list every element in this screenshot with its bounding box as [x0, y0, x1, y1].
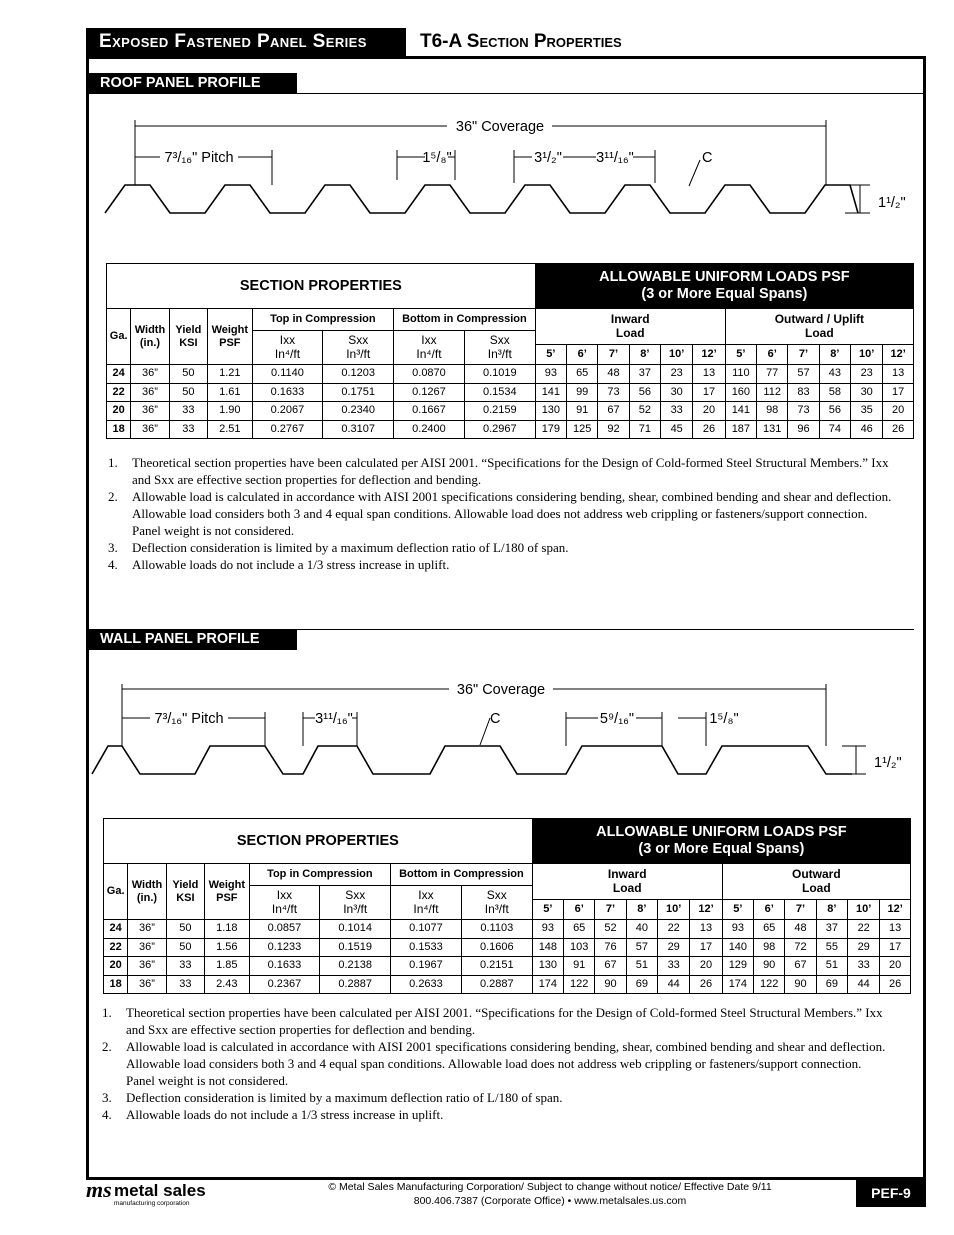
wall-coverage-label: 36" Coverage — [456, 682, 546, 698]
table-cell: 0.1014 — [320, 920, 391, 939]
wall-section-table — [103, 818, 911, 994]
table-cell: 36” — [128, 938, 166, 957]
table-cell: 26 — [883, 420, 914, 439]
table-cell: 0.0857 — [249, 920, 320, 939]
table-cell: 0.2367 — [249, 975, 320, 994]
note-item — [102, 1004, 892, 1038]
table-cell: 33 — [658, 957, 690, 976]
table-cell: 187 — [725, 420, 756, 439]
table-cell: 0.0870 — [394, 365, 465, 384]
table-cell: 30 — [661, 383, 693, 402]
table-cell: 0.1606 — [461, 938, 532, 957]
table-cell: 1.56 — [205, 938, 249, 957]
sxx-unit: In³/ft — [487, 346, 512, 361]
outward-line2: Load — [805, 325, 834, 340]
span-header: 12’ — [880, 900, 911, 920]
table-cell: 69 — [816, 975, 847, 994]
span-header: 5’ — [725, 345, 756, 365]
table-cell: 18 — [107, 420, 131, 439]
sxx-header — [320, 886, 391, 920]
table-cell: 33 — [166, 957, 204, 976]
sxx-unit: In³/ft — [484, 901, 509, 916]
table-cell: 125 — [567, 420, 598, 439]
table-cell: 57 — [626, 938, 657, 957]
table-cell: 0.1534 — [464, 383, 535, 402]
table-cell: 18 — [104, 975, 128, 994]
table-cell: 0.2967 — [464, 420, 535, 439]
table-cell: 0.1667 — [394, 402, 465, 421]
section-properties-heading: SECTION PROPERTIES — [104, 819, 533, 864]
table-cell: 36” — [128, 975, 166, 994]
wall-section-label: WALL PANEL PROFILE — [86, 629, 297, 650]
logo-sub: manufacturing corporation — [114, 1200, 190, 1207]
page-title: T6-A Section Properties — [420, 31, 622, 52]
table-cell: 141 — [725, 402, 756, 421]
sxx-unit: In³/ft — [343, 901, 368, 916]
table-cell: 23 — [661, 365, 693, 384]
table-cell: 0.2887 — [320, 975, 391, 994]
table-cell: 0.1519 — [320, 938, 391, 957]
sxx-unit: In³/ft — [346, 346, 371, 361]
ixx-unit: In⁴/ft — [271, 901, 298, 916]
span-header: 10’ — [848, 900, 880, 920]
table-cell: 71 — [629, 420, 660, 439]
table-cell: 90 — [595, 975, 626, 994]
note-text: Theoretical section properties have been calculated per AISI 2001. “Specifications for the Design of Cold-formed Steel Structural Members.” Ixx and Sxx are effective section properties for deflection and bending. — [132, 455, 889, 487]
table-cell: 98 — [754, 938, 785, 957]
wall-dim-a: 3¹¹/₁₆" — [315, 711, 353, 727]
table-cell: 20 — [693, 402, 725, 421]
note-text: Allowable loads do not include a 1/3 stress increase in uplift. — [126, 1107, 444, 1122]
table-cell: 43 — [819, 365, 850, 384]
table-cell: 0.2887 — [461, 975, 532, 994]
inward-load-header — [532, 864, 722, 900]
table-cell: 17 — [693, 383, 725, 402]
table-cell: 141 — [535, 383, 566, 402]
table-cell: 36” — [128, 920, 166, 939]
span-header: 5’ — [535, 345, 566, 365]
table-cell: 22 — [107, 383, 131, 402]
table-cell: 24 — [104, 920, 128, 939]
table-cell: 26 — [880, 975, 911, 994]
table-cell: 26 — [690, 975, 722, 994]
ixx-label: Ixx — [279, 332, 296, 347]
footer-line1: © Metal Sales Manufacturing Corporation/ Subject to change without notice/ Effective Date 9/11 — [328, 1181, 772, 1193]
table-cell: 140 — [722, 938, 753, 957]
footer-copyright — [300, 1180, 800, 1208]
table-cell: 129 — [722, 957, 753, 976]
loads-title-line1: ALLOWABLE UNIFORM LOADS PSF — [599, 269, 850, 286]
table-cell: 50 — [169, 365, 207, 384]
sxx-label: Sxx — [486, 887, 507, 902]
wall-pitch-label: 7³/₁₆" Pitch — [154, 711, 224, 727]
table-cell: 2.51 — [208, 420, 252, 439]
table-cell: 130 — [535, 402, 566, 421]
wall-height-label: 1¹/₂" — [874, 755, 902, 771]
table-row — [104, 938, 911, 957]
table-row — [104, 957, 911, 976]
table-cell: 160 — [725, 383, 756, 402]
table-cell: 0.1103 — [461, 920, 532, 939]
table-cell: 48 — [598, 365, 629, 384]
table-cell: 174 — [532, 975, 563, 994]
weight-header — [205, 864, 249, 920]
table-cell: 92 — [598, 420, 629, 439]
note-text: Allowable load is calculated in accordance with AISI 2001 specifications considering bending, shear, combined bending and shear and deflection. Allowable load considers both 3 and 4 equal span conditions. Allowable load does not address web crippling or fasteners/support connection. Panel weight is not considered. — [132, 489, 892, 538]
table-cell: 0.1967 — [391, 957, 462, 976]
table-cell: 35 — [851, 402, 883, 421]
note-text: Deflection consideration is limited by a maximum deflection ratio of L/180 of span. — [126, 1090, 563, 1105]
table-cell: 57 — [788, 365, 819, 384]
table-cell: 17 — [883, 383, 914, 402]
note-number: 4. — [108, 557, 118, 572]
table-cell: 36” — [128, 957, 166, 976]
table-cell: 20 — [883, 402, 914, 421]
table-cell: 13 — [883, 365, 914, 384]
table-cell: 0.1633 — [252, 383, 323, 402]
yield-header-line2: KSI — [179, 336, 198, 349]
width-header-line2: (in.) — [136, 891, 158, 904]
table-cell: 24 — [107, 365, 131, 384]
note-number: 1. — [108, 455, 118, 470]
roof-pitch-label: 7³/₁₆" Pitch — [164, 150, 234, 166]
table-cell: 0.1233 — [249, 938, 320, 957]
ixx-unit: In⁴/ft — [274, 346, 301, 361]
table-cell: 33 — [661, 402, 693, 421]
table-cell: 37 — [816, 920, 847, 939]
sxx-label: Sxx — [348, 332, 369, 347]
span-header: 12’ — [693, 345, 725, 365]
table-cell: 55 — [816, 938, 847, 957]
roof-dim-a: 1⁵/₈" — [422, 150, 452, 166]
series-title: Exposed Fastened Panel Series — [99, 31, 367, 52]
table-cell: 1.90 — [208, 402, 252, 421]
table-cell: 96 — [788, 420, 819, 439]
table-cell: 36” — [131, 383, 169, 402]
table-cell: 0.1533 — [391, 938, 462, 957]
table-cell: 0.1267 — [394, 383, 465, 402]
table-cell: 83 — [788, 383, 819, 402]
yield-header-line1: Yield — [172, 878, 199, 891]
inward-line1: Inward — [607, 866, 647, 881]
table-cell: 0.2151 — [461, 957, 532, 976]
table-cell: 36” — [131, 365, 169, 384]
note-number: 3. — [102, 1090, 112, 1105]
company-logo — [86, 1180, 246, 1215]
weight-header-line2: PSF — [216, 891, 238, 904]
table-cell: 0.1019 — [464, 365, 535, 384]
table-cell: 56 — [819, 402, 850, 421]
note-item — [102, 1089, 892, 1106]
table-cell: 93 — [532, 920, 563, 939]
table-cell: 20 — [107, 402, 131, 421]
metal-sales-logo — [86, 1180, 246, 1210]
table-cell: 20 — [880, 957, 911, 976]
footer-line2: 800.406.7387 (Corporate Office) • www.metalsales.us.com — [413, 1195, 687, 1207]
ixx-header — [391, 886, 462, 920]
note-item — [102, 1038, 892, 1089]
ixx-label: Ixx — [276, 887, 293, 902]
top-compression-header: Top in Compression — [252, 309, 394, 331]
table-cell: 52 — [629, 402, 660, 421]
note-text: Allowable load is calculated in accordance with AISI 2001 specifications considering bending, shear, combined bending and shear and deflection. Allowable load considers both 3 and 4 equal span conditions. Allowable load does not address web crippling or fasteners/support connection. Panel weight is not considered. — [126, 1039, 886, 1088]
table-cell: 52 — [595, 920, 626, 939]
table-cell: 0.2138 — [320, 957, 391, 976]
span-header: 12’ — [690, 900, 722, 920]
table-cell: 99 — [567, 383, 598, 402]
table-cell: 40 — [626, 920, 657, 939]
table-cell: 33 — [848, 957, 880, 976]
table-cell: 0.2633 — [391, 975, 462, 994]
roof-coverage-label: 36" Coverage — [455, 119, 545, 135]
table-row — [104, 975, 911, 994]
span-header: 10’ — [851, 345, 883, 365]
ixx-unit: In⁴/ft — [413, 901, 439, 916]
table-cell: 2.43 — [205, 975, 249, 994]
table-cell: 67 — [595, 957, 626, 976]
span-header: 6’ — [567, 345, 598, 365]
table-cell: 0.3107 — [323, 420, 394, 439]
loads-title-line2: (3 or More Equal Spans) — [638, 841, 805, 857]
outward-line1: Outward / Uplift — [774, 311, 865, 326]
table-cell: 44 — [658, 975, 690, 994]
sxx-label: Sxx — [489, 332, 510, 347]
table-cell: 50 — [166, 938, 204, 957]
table-cell: 0.1140 — [252, 365, 323, 384]
span-header: 5’ — [532, 900, 563, 920]
note-item — [102, 1106, 892, 1123]
span-header: 8’ — [816, 900, 847, 920]
top-compression-header: Top in Compression — [249, 864, 391, 886]
table-cell: 56 — [629, 383, 660, 402]
width-header-line1: Width — [131, 878, 163, 891]
table-cell: 20 — [690, 957, 722, 976]
roof-dim-letter: C — [702, 150, 713, 166]
table-cell: 50 — [166, 920, 204, 939]
table-cell: 37 — [629, 365, 660, 384]
table-cell: 33 — [166, 975, 204, 994]
weight-header-line1: Weight — [211, 323, 249, 336]
table-cell: 65 — [564, 920, 595, 939]
outward-line2: Load — [802, 880, 831, 895]
span-header: 7’ — [595, 900, 626, 920]
table-cell: 179 — [535, 420, 566, 439]
section-properties-heading: SECTION PROPERTIES — [107, 264, 536, 309]
table-cell: 112 — [757, 383, 788, 402]
table-cell: 130 — [532, 957, 563, 976]
span-header: 12’ — [883, 345, 914, 365]
table-cell: 77 — [757, 365, 788, 384]
weight-header-line2: PSF — [219, 336, 241, 349]
table-cell: 0.1633 — [249, 957, 320, 976]
table-cell: 58 — [819, 383, 850, 402]
table-cell: 93 — [535, 365, 566, 384]
table-cell: 103 — [564, 938, 595, 957]
span-header: 6’ — [754, 900, 785, 920]
table-cell: 0.2067 — [252, 402, 323, 421]
table-cell: 1.21 — [208, 365, 252, 384]
table-cell: 1.85 — [205, 957, 249, 976]
table-cell: 44 — [848, 975, 880, 994]
table-cell: 122 — [564, 975, 595, 994]
outward-line1: Outward — [792, 866, 841, 881]
inward-line2: Load — [615, 325, 645, 340]
table-cell: 73 — [598, 383, 629, 402]
table-cell: 73 — [788, 402, 819, 421]
bottom-compression-header: Bottom in Compression — [394, 309, 536, 331]
span-header: 10’ — [661, 345, 693, 365]
table-cell: 29 — [848, 938, 880, 957]
table-cell: 17 — [880, 938, 911, 957]
wall-dim-letter: C — [490, 711, 501, 727]
table-cell: 122 — [754, 975, 785, 994]
table-cell: 131 — [757, 420, 788, 439]
table-cell: 51 — [816, 957, 847, 976]
table-cell: 20 — [104, 957, 128, 976]
bottom-compression-header: Bottom in Compression — [391, 864, 533, 886]
table-cell: 148 — [532, 938, 563, 957]
table-cell: 0.2400 — [394, 420, 465, 439]
table-cell: 29 — [658, 938, 690, 957]
table-cell: 76 — [595, 938, 626, 957]
table-cell: 13 — [690, 920, 722, 939]
table-cell: 174 — [722, 975, 753, 994]
table-cell: 65 — [567, 365, 598, 384]
width-header — [128, 864, 166, 920]
page-number: PEF-9 — [856, 1180, 926, 1207]
table-cell: 90 — [754, 957, 785, 976]
logo-mark: ms — [86, 1180, 112, 1202]
table-cell: 13 — [880, 920, 911, 939]
inward-line1: Inward — [610, 311, 650, 326]
table-cell: 0.2159 — [464, 402, 535, 421]
span-header: 6’ — [757, 345, 788, 365]
weight-header-line1: Weight — [208, 878, 246, 891]
note-text: Theoretical section properties have been calculated per AISI 2001. “Specifications for the Design of Cold-formed Steel Structural Members.” Ixx and Sxx are effective section properties for deflection and bending. — [126, 1005, 883, 1037]
loads-title-line2: (3 or More Equal Spans) — [641, 286, 808, 302]
table-cell: 69 — [626, 975, 657, 994]
table-cell: 22 — [658, 920, 690, 939]
table-cell: 98 — [757, 402, 788, 421]
table-cell: 0.1751 — [323, 383, 394, 402]
note-number: 2. — [108, 489, 118, 504]
table-cell: 93 — [722, 920, 753, 939]
table-cell: 36” — [131, 420, 169, 439]
width-header-line2: (in.) — [139, 336, 161, 349]
width-header-line1: Width — [134, 323, 166, 336]
span-header: 7’ — [598, 345, 629, 365]
wall-notes — [102, 1004, 892, 1123]
yield-header-line2: KSI — [176, 891, 195, 904]
note-number: 2. — [102, 1039, 112, 1054]
ixx-unit: In⁴/ft — [416, 346, 442, 361]
table-cell: 22 — [848, 920, 880, 939]
logo-name: metal sales — [114, 1181, 206, 1200]
table-cell: 72 — [785, 938, 816, 957]
yield-header-line1: Yield — [175, 323, 202, 336]
ixx-label: Ixx — [418, 887, 434, 902]
roof-height-label: 1¹/₂" — [878, 195, 906, 211]
table-cell: 67 — [598, 402, 629, 421]
table-cell: 30 — [851, 383, 883, 402]
table-cell: 26 — [693, 420, 725, 439]
table-row — [104, 920, 911, 939]
table-cell: 67 — [785, 957, 816, 976]
table-cell: 0.2767 — [252, 420, 323, 439]
table-cell: 51 — [626, 957, 657, 976]
table-cell: 22 — [104, 938, 128, 957]
inward-line2: Load — [612, 880, 642, 895]
span-header: 5’ — [722, 900, 753, 920]
table-cell: 36” — [131, 402, 169, 421]
table-cell: 91 — [567, 402, 598, 421]
sxx-header — [461, 886, 532, 920]
table-cell: 50 — [169, 383, 207, 402]
note-number: 3. — [108, 540, 118, 555]
table-cell: 48 — [785, 920, 816, 939]
span-header: 10’ — [658, 900, 690, 920]
table-cell: 46 — [851, 420, 883, 439]
ixx-label: Ixx — [421, 332, 437, 347]
yield-header — [166, 864, 204, 920]
table-cell: 33 — [169, 420, 207, 439]
span-header: 7’ — [788, 345, 819, 365]
span-header: 8’ — [626, 900, 657, 920]
roof-dim-b: 3¹/₂" — [534, 150, 562, 166]
note-text: Deflection consideration is limited by a maximum deflection ratio of L/180 of span. — [132, 540, 569, 555]
table-cell: 23 — [851, 365, 883, 384]
table-cell: 0.1203 — [323, 365, 394, 384]
table-cell: 0.2340 — [323, 402, 394, 421]
roof-dim-c: 3¹¹/₁₆" — [596, 150, 634, 166]
note-text: Allowable loads do not include a 1/3 stress increase in uplift. — [132, 557, 450, 572]
span-header: 8’ — [819, 345, 850, 365]
roof-section-label: ROOF PANEL PROFILE — [86, 73, 297, 94]
note-number: 4. — [102, 1107, 112, 1122]
span-header: 7’ — [785, 900, 816, 920]
sxx-label: Sxx — [345, 887, 366, 902]
table-cell: 74 — [819, 420, 850, 439]
ga-header: Ga. — [104, 864, 128, 920]
allowable-loads-heading — [532, 819, 910, 864]
table-cell: 1.18 — [205, 920, 249, 939]
table-cell: 91 — [564, 957, 595, 976]
table-cell: 90 — [785, 975, 816, 994]
table-cell: 110 — [725, 365, 756, 384]
table-cell: 33 — [169, 402, 207, 421]
table-cell: 65 — [754, 920, 785, 939]
span-header: 6’ — [564, 900, 595, 920]
ixx-header — [249, 886, 320, 920]
wall-dim-b: 5⁹/₁₆" — [599, 711, 635, 727]
ga-header: Ga. — [107, 309, 131, 365]
table-cell: 13 — [693, 365, 725, 384]
table-cell: 17 — [690, 938, 722, 957]
table-cell: 45 — [661, 420, 693, 439]
note-number: 1. — [102, 1005, 112, 1020]
wall-dim-c: 1⁵/₈" — [709, 711, 739, 727]
table-cell: 1.61 — [208, 383, 252, 402]
loads-title-line1: ALLOWABLE UNIFORM LOADS PSF — [596, 824, 847, 841]
outward-load-header — [722, 864, 910, 900]
table-cell: 0.1077 — [391, 920, 462, 939]
span-header: 8’ — [629, 345, 660, 365]
